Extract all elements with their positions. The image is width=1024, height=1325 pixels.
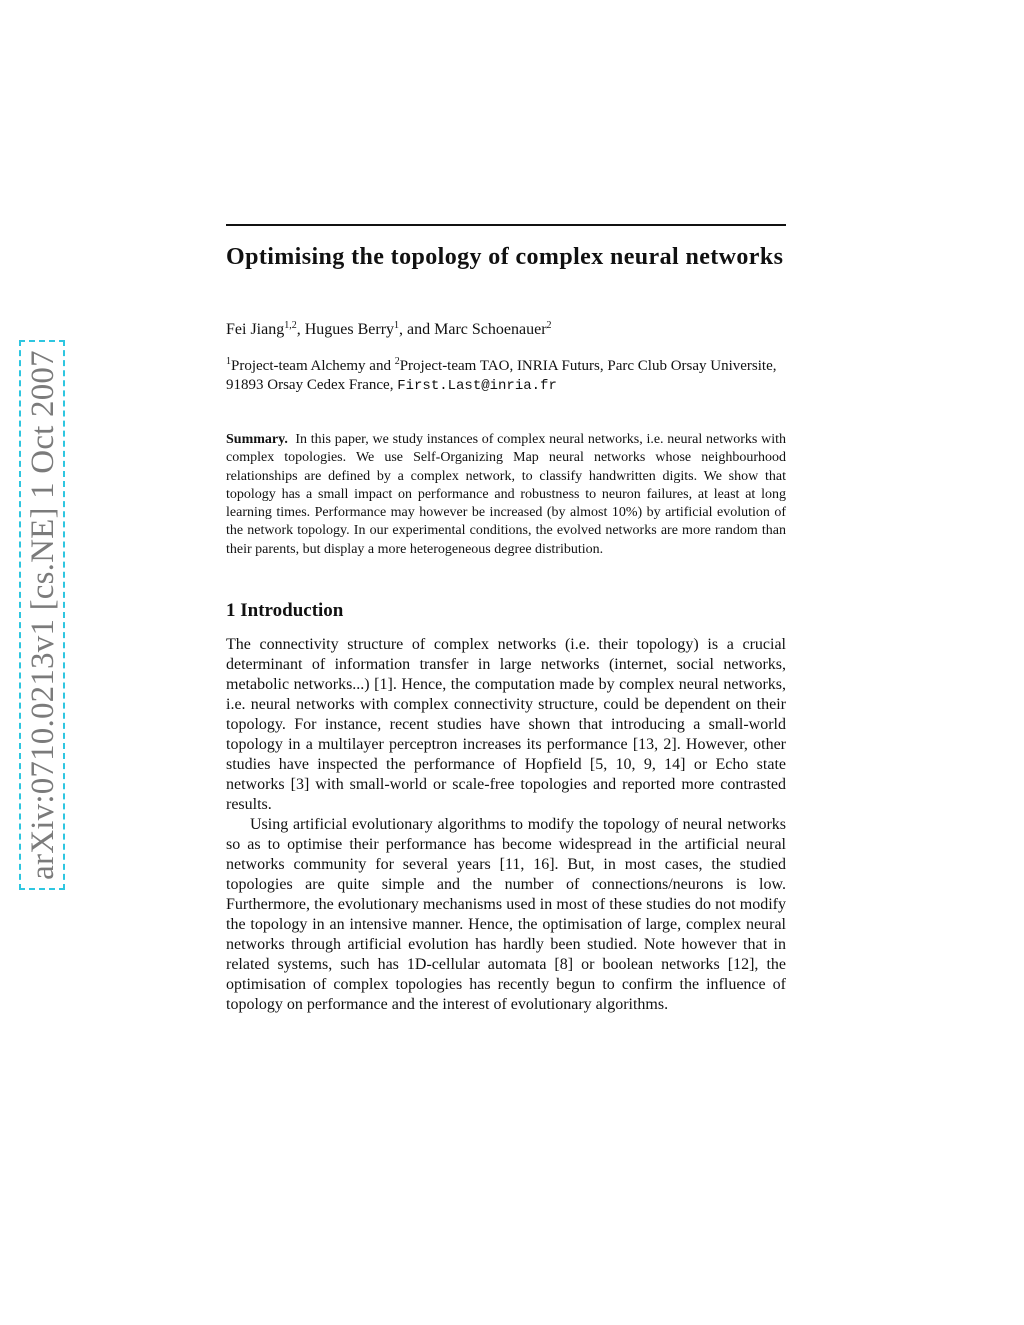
section-heading: 1 Introduction: [226, 600, 344, 622]
affiliation: [226, 357, 786, 396]
author-affil-mark: 2: [546, 320, 552, 331]
author-name: , Hugues Berry: [296, 321, 395, 338]
paper-page: [226, 224, 786, 1015]
affil-mark: 2: [394, 356, 400, 367]
body-paragraph: Using artificial evolutionary algorithms to modify the topology of neural networks so as to optimise their performance has become widespread in the artificial neural networks community for several years [11, 16]. But, in most cases, the studied topologies are quite simple and the number of connections/neurons is low. Furthermore, the evolutionary mechanisms used in most of these studies do not modify the topology in an intensive manner. Hence, the optimisation of large, complex neural networks through artificial evolution has hardly been studied. Note however that in related systems, such has 1D-cellular automata [8] or boolean networks [12], the optimisation of complex topologies has recently begun to confirm the influence of topology on performance and the interest of evolutionary algorithms.: [226, 816, 786, 1014]
paper-title: Optimising the topology of complex neural networks: [226, 244, 784, 270]
summary-label: Summary.: [226, 432, 288, 447]
contact-email[interactable]: First.Last@inria.fr: [397, 378, 557, 394]
author-affil-mark: 1,2: [284, 320, 297, 331]
section-body: [226, 635, 786, 1015]
summary-block: [226, 431, 786, 559]
affil-text: Project-team TAO, INRIA Futurs, Parc Club Orsay Universite, 91893 Orsay Cedex France,: [226, 358, 777, 393]
affil-mark: 1: [226, 356, 231, 367]
body-paragraph: The connectivity structure of complex networks (i.e. their topology) is a crucial determinant of information transfer in large networks (internet, social networks, metabolic networks...) [1]. Hence, the computation made by complex neural networks, i.e. neural networks with complex connectivity structure, could be dependent on their topology. For instance, recent studies have shown that introducing a small-world topology in a multilayer perceptron increases its performance [13, 2]. However, other studies have inspected the performance of Hopfield [5, 10, 9, 14] or Echo state networks [3] with small-world or scale-free topologies and reported more contrasted results.: [226, 636, 786, 814]
summary-text: In this paper, we study instances of complex neural networks, i.e. neural networks with complex topologies. We use Self-Organizing Map neural networks whose neighbourhood relationships are defined by a complex network, to classify handwritten digits. We show that topology has a small impact on performance and robustness to neuron failures, at least at long learning times. Performance may however be increased (by almost 10%) by artificial evolution of the network topology. In our experimental conditions, the evolved networks are more random than their parents, but display a more heterogeneous degree distribution.: [226, 432, 787, 557]
author-list: [226, 320, 786, 340]
author-affil-mark: 1: [394, 320, 400, 331]
affil-text: Project-team Alchemy and: [231, 358, 395, 374]
author-name: Fei Jiang: [226, 321, 285, 338]
author-name: , and Marc Schoenauer: [399, 321, 547, 338]
title-rule: [226, 224, 786, 226]
arxiv-stamp: arXiv:0710.0213v1 [cs.NE] 1 Oct 2007: [25, 350, 61, 880]
